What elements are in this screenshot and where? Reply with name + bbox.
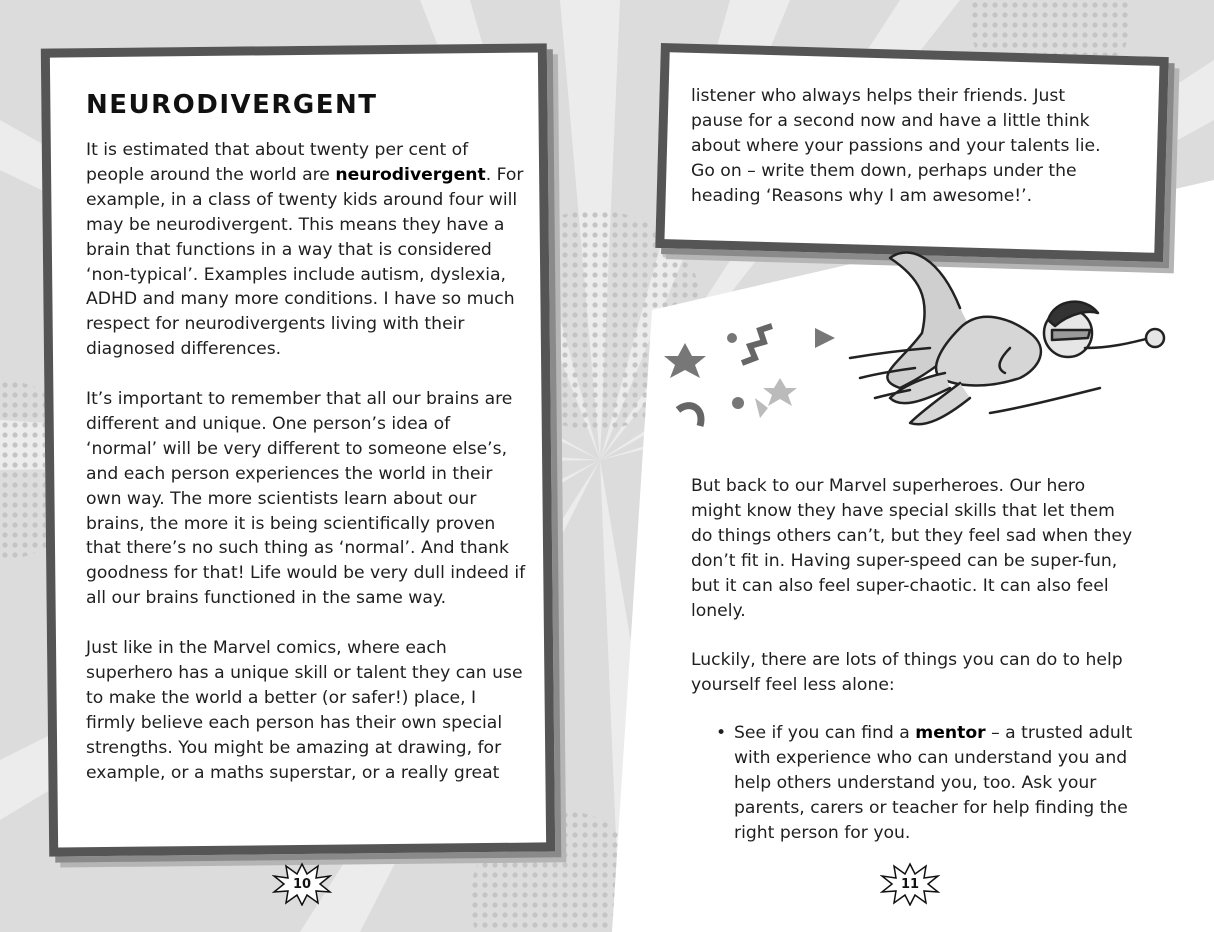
page-number-right: 11 — [880, 862, 940, 906]
bullet-icon: • — [716, 723, 727, 744]
right-box-text: listener who always helps their friends. Just pause for a second now and have a little think about where your passions and your talents lie. Go on – write them down, perhaps under the heading ‘Reasons why I am awesome!’. — [691, 86, 1101, 206]
tips-list — [716, 721, 1136, 846]
right-paragraph-1: But back to our Marvel superheroes. Our hero might know they have special skills that let them do things others can’t, but they feel sad when they don’t fit in. Having super-speed can be super-fun, but it can also feel super-chaotic. It can also feel lonely. — [691, 476, 1133, 621]
bold-term: neurodivergent — [335, 164, 486, 185]
page-number-left: 10 — [272, 862, 332, 906]
left-paragraph-1: It is estimated that about twenty per cent of people around the world are neurodivergent. For example, in a class of twenty kids around four will may be neurodivergent. This means they have a brain that functions in a way that is considered ‘non-typical’. Examples include autism, dyslexia, ADHD and many more conditions. I have so much respect for neurodivergents living with their diagnosed differences. — [86, 140, 524, 360]
list-item: • See if you can find a mentor – a trusted adult with experience who can understand you and help others understand you, too. Ask your parents, carers or teacher for help finding the right person for you. — [716, 723, 1133, 843]
right-page-body — [691, 474, 1136, 846]
page-title: NEURODIVERGENT — [86, 90, 378, 120]
left-paragraph-2: It’s important to remember that all our brains are different and unique. One person’s idea of ‘normal’ will be very different to someone else’s, and each person experiences the world in their own way. The more scientists learn about our brains, the more it is being scientifically proven that there’s no such thing as ‘normal’. And thank goodness for that! Life would be very dull indeed if all our brains functioned in the same way. — [86, 389, 526, 609]
right-paragraph-2: Luckily, there are lots of things you can do to help yourself feel less alone: — [691, 650, 1123, 696]
left-page-body — [86, 138, 526, 810]
flying-superhero-icon — [660, 238, 1180, 438]
left-paragraph-3: Just like in the Marvel comics, where each superhero has a unique skill or talent they can use to make the world a better (or safer!) place, I firmly believe each person has their own special strengths. You might be amazing at drawing, for example, or a maths superstar, or a really great — [86, 638, 523, 783]
bold-term: mentor — [915, 723, 986, 744]
